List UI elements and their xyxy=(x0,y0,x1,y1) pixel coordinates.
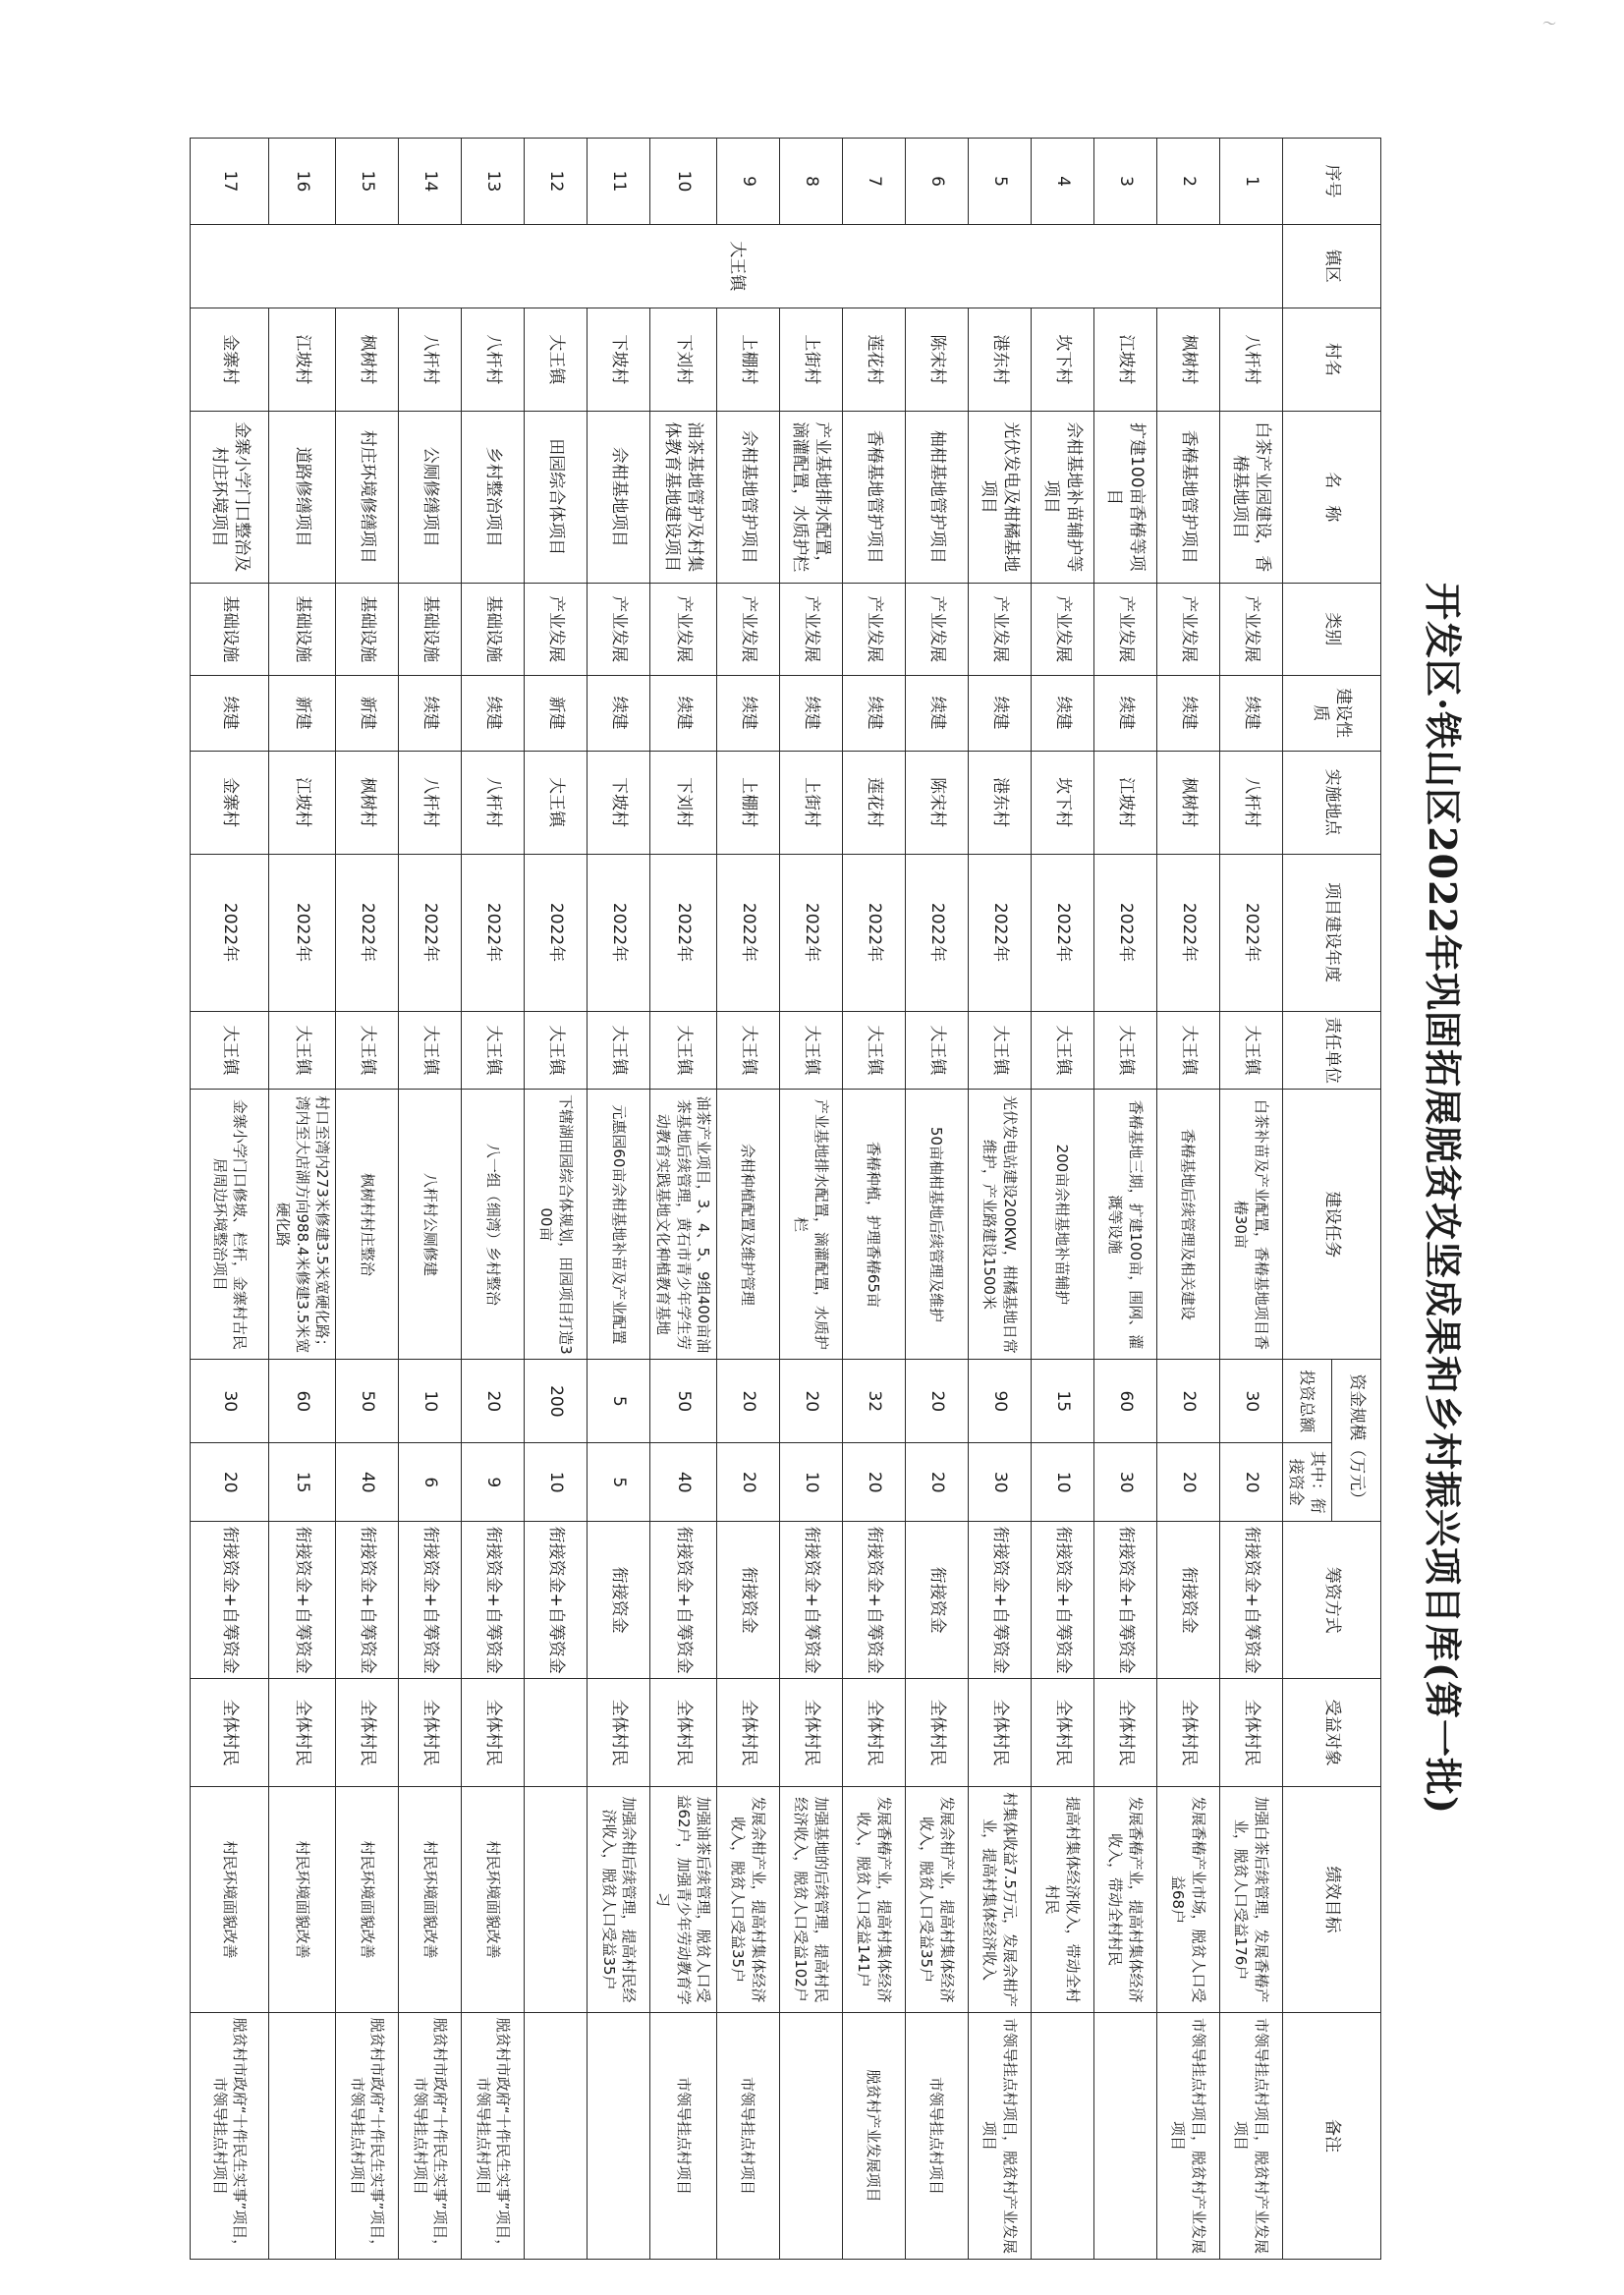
cell-no: 17 xyxy=(191,139,269,225)
cell-year: 2022年 xyxy=(462,854,525,1011)
cell-category: 产业发展 xyxy=(650,583,717,675)
table-row xyxy=(588,139,650,2260)
cell-beneficiary: 全体村民 xyxy=(716,1679,779,1787)
cell-remark xyxy=(1093,2012,1156,2259)
cell-goal: 村民环境面貌改善 xyxy=(269,1787,336,2013)
cell-method: 衔接资金+自筹资金 xyxy=(525,1522,588,1679)
cell-no: 5 xyxy=(968,139,1031,225)
cell-method: 衔接资金 xyxy=(1156,1522,1219,1679)
cell-task: 八一组（细湾）乡村整治 xyxy=(462,1090,525,1360)
cell-village: 陈宋村 xyxy=(905,308,968,411)
cell-beneficiary: 全体村民 xyxy=(588,1679,650,1787)
cell-year: 2022年 xyxy=(779,854,842,1011)
cell-goal: 发展佘柑产业，提高村集体经济收入，脱贫人口受益35户 xyxy=(716,1787,779,2013)
cell-category: 产业发展 xyxy=(842,583,905,675)
cell-subsidy: 20 xyxy=(905,1443,968,1522)
cell-no: 4 xyxy=(1031,139,1093,225)
cell-no: 6 xyxy=(905,139,968,225)
table-row xyxy=(716,139,779,2260)
cell-site: 上街村 xyxy=(779,751,842,854)
cell-total: 60 xyxy=(269,1360,336,1443)
cell-total: 20 xyxy=(462,1360,525,1443)
table-row xyxy=(1156,139,1219,2260)
cell-subsidy: 6 xyxy=(399,1443,462,1522)
cell-method: 衔接资金+自筹资金 xyxy=(1093,1522,1156,1679)
cell-unit: 大王镇 xyxy=(650,1011,717,1090)
cell-total: 30 xyxy=(191,1360,269,1443)
cell-name: 柚柑基地管护项目 xyxy=(905,411,968,583)
cell-beneficiary: 全体村民 xyxy=(462,1679,525,1787)
cell-category: 产业发展 xyxy=(588,583,650,675)
cell-site: 江坡村 xyxy=(269,751,336,854)
cell-subsidy: 20 xyxy=(191,1443,269,1522)
table-row xyxy=(905,139,968,2260)
table-row xyxy=(779,139,842,2260)
cell-category: 基础设施 xyxy=(399,583,462,675)
cell-no: 12 xyxy=(525,139,588,225)
cell-site: 大王镇 xyxy=(525,751,588,854)
cell-method: 衔接资金+自筹资金 xyxy=(336,1522,399,1679)
cell-subsidy: 15 xyxy=(269,1443,336,1522)
cell-category: 基础设施 xyxy=(336,583,399,675)
cell-year: 2022年 xyxy=(525,854,588,1011)
cell-unit: 大王镇 xyxy=(1093,1011,1156,1090)
cell-site: 江坡村 xyxy=(1093,751,1156,854)
cell-method: 衔接资金+自筹资金 xyxy=(779,1522,842,1679)
cell-nature: 续建 xyxy=(462,675,525,751)
cell-subsidy: 20 xyxy=(716,1443,779,1522)
cell-village: 下坡村 xyxy=(588,308,650,411)
table-header xyxy=(1282,139,1380,2260)
cell-total: 20 xyxy=(905,1360,968,1443)
header-town: 镇区 xyxy=(1282,224,1380,308)
cell-goal: 加强佘柑后续管理，提高村民经济收入，脱贫人口受益35户 xyxy=(588,1787,650,2013)
cell-remark xyxy=(588,2012,650,2259)
table-row xyxy=(399,139,462,2260)
cell-subsidy: 5 xyxy=(588,1443,650,1522)
header-remark: 备注 xyxy=(1282,2012,1380,2259)
header-beneficiary: 受益对象 xyxy=(1282,1679,1380,1787)
cell-task: 50亩柚柑基地后续管理及维护 xyxy=(905,1090,968,1360)
cell-name: 金寨小学门口整治及村庄环境项目 xyxy=(191,411,269,583)
cell-method: 衔接资金+自筹资金 xyxy=(399,1522,462,1679)
scan-corner-mark: ～ xyxy=(1542,17,1556,32)
cell-remark: 市领导挂点村项目，脱贫村产业发展项目 xyxy=(1219,2012,1282,2259)
cell-site: 下刘村 xyxy=(650,751,717,854)
cell-unit: 大王镇 xyxy=(462,1011,525,1090)
cell-year: 2022年 xyxy=(716,854,779,1011)
cell-site: 八杆村 xyxy=(399,751,462,854)
cell-site: 莲花村 xyxy=(842,751,905,854)
cell-unit: 大王镇 xyxy=(399,1011,462,1090)
cell-name: 村庄环境修缮项目 xyxy=(336,411,399,583)
header-method: 筹资方式 xyxy=(1282,1522,1380,1679)
cell-site: 枫树村 xyxy=(1156,751,1219,854)
cell-method: 衔接资金+自筹资金 xyxy=(968,1522,1031,1679)
cell-no: 7 xyxy=(842,139,905,225)
cell-unit: 大王镇 xyxy=(779,1011,842,1090)
cell-year: 2022年 xyxy=(650,854,717,1011)
cell-nature: 续建 xyxy=(779,675,842,751)
cell-goal: 加强油茶后续管理，脱贫人口受益62户，加强青少年劳动教育学习 xyxy=(650,1787,717,2013)
cell-town: 大王镇 xyxy=(191,224,1283,308)
cell-remark: 脱贫村市政府“十件民生实事”项目，市领导挂点村项目 xyxy=(336,2012,399,2259)
cell-village: 下刘村 xyxy=(650,308,717,411)
cell-name: 乡村整治项目 xyxy=(462,411,525,583)
cell-method: 衔接资金+自筹资金 xyxy=(1031,1522,1093,1679)
table-row xyxy=(1031,139,1093,2260)
cell-site: 金寨村 xyxy=(191,751,269,854)
cell-unit: 大王镇 xyxy=(1031,1011,1093,1090)
cell-subsidy: 30 xyxy=(968,1443,1031,1522)
cell-remark: 脱贫村市政府“十件民生实事”项目，市领导挂点村项目 xyxy=(399,2012,462,2259)
cell-total: 10 xyxy=(399,1360,462,1443)
cell-subsidy: 30 xyxy=(1093,1443,1156,1522)
cell-task: 枫树村村庄整治 xyxy=(336,1090,399,1360)
cell-remark: 脱贫村市政府“十件民生实事”项目，市领导挂点村项目 xyxy=(191,2012,269,2259)
cell-remark xyxy=(1031,2012,1093,2259)
cell-total: 20 xyxy=(779,1360,842,1443)
cell-subsidy: 10 xyxy=(525,1443,588,1522)
cell-no: 9 xyxy=(716,139,779,225)
cell-name: 佘柑基地项目 xyxy=(588,411,650,583)
cell-task: 200亩佘柑基地补苗辅护 xyxy=(1031,1090,1093,1360)
cell-name: 香椿基地管护项目 xyxy=(842,411,905,583)
cell-task: 油茶产业项目，3、4、5、9组400亩油茶基地后续管理，黄石市青少年学生劳动教育实践基地文化种植教育基地 xyxy=(650,1090,717,1360)
cell-subsidy: 10 xyxy=(1031,1443,1093,1522)
cell-unit: 大王镇 xyxy=(716,1011,779,1090)
cell-method: 衔接资金+自筹资金 xyxy=(842,1522,905,1679)
cell-no: 16 xyxy=(269,139,336,225)
cell-nature: 续建 xyxy=(1093,675,1156,751)
header-no: 序号 xyxy=(1282,139,1380,225)
cell-category: 产业发展 xyxy=(716,583,779,675)
cell-year: 2022年 xyxy=(842,854,905,1011)
cell-task: 产业基地排水配置，滴灌配置，水质护栏 xyxy=(779,1090,842,1360)
cell-no: 11 xyxy=(588,139,650,225)
cell-no: 15 xyxy=(336,139,399,225)
header-name: 名 称 xyxy=(1282,411,1380,583)
cell-no: 3 xyxy=(1093,139,1156,225)
table-row xyxy=(1219,139,1282,2260)
cell-no: 8 xyxy=(779,139,842,225)
cell-category: 基础设施 xyxy=(269,583,336,675)
cell-category: 产业发展 xyxy=(1156,583,1219,675)
cell-goal: 提高村集体经济收入，带动全村村民 xyxy=(1031,1787,1093,2013)
cell-total: 5 xyxy=(588,1360,650,1443)
cell-subsidy: 9 xyxy=(462,1443,525,1522)
cell-nature: 续建 xyxy=(588,675,650,751)
cell-beneficiary xyxy=(525,1679,588,1787)
cell-remark xyxy=(779,2012,842,2259)
cell-beneficiary: 全体村民 xyxy=(1093,1679,1156,1787)
header-subsidy: 其中：衔接资金 xyxy=(1282,1443,1331,1522)
cell-no: 10 xyxy=(650,139,717,225)
cell-total: 30 xyxy=(1219,1360,1282,1443)
cell-total: 20 xyxy=(1156,1360,1219,1443)
cell-year: 2022年 xyxy=(1156,854,1219,1011)
cell-remark xyxy=(525,2012,588,2259)
cell-name: 光伏发电及柑橘基地项目 xyxy=(968,411,1031,583)
cell-unit: 大王镇 xyxy=(269,1011,336,1090)
header-site: 实施地点 xyxy=(1282,751,1380,854)
cell-task: 香椿种植，护理香椿65亩 xyxy=(842,1090,905,1360)
cell-task: 八杆村公厕修建 xyxy=(399,1090,462,1360)
cell-method: 衔接资金+自筹资金 xyxy=(1219,1522,1282,1679)
cell-task: 村口至湾内273米修建3.5米宽硬化路；湾内至大店湖方向988.4米修建3.5米宽硬化路 xyxy=(269,1090,336,1360)
header-total: 投资总额 xyxy=(1282,1360,1331,1443)
cell-method: 衔接资金+自筹资金 xyxy=(462,1522,525,1679)
cell-task: 白茶补苗及产业配置，香椿基地项目香椿30亩 xyxy=(1219,1090,1282,1360)
cell-goal: 加强白茶后续管理，发展香椿产业，脱贫人口受益176户 xyxy=(1219,1787,1282,2013)
cell-name: 佘柑基地补苗辅护等项目 xyxy=(1031,411,1093,583)
cell-category: 基础设施 xyxy=(462,583,525,675)
cell-task: 香椿基地三期，扩建100亩，围网、灌溉等设施 xyxy=(1093,1090,1156,1360)
cell-year: 2022年 xyxy=(336,854,399,1011)
cell-nature: 续建 xyxy=(1031,675,1093,751)
cell-beneficiary: 全体村民 xyxy=(1031,1679,1093,1787)
cell-year: 2022年 xyxy=(968,854,1031,1011)
cell-village: 坎下村 xyxy=(1031,308,1093,411)
cell-goal: 加强基地的后续管理，提高村民经济收入，脱贫人口受益102户 xyxy=(779,1787,842,2013)
cell-name: 田园综合体项目 xyxy=(525,411,588,583)
cell-total: 15 xyxy=(1031,1360,1093,1443)
cell-task: 下辖湖田园综合体规划，田园项目打造300亩 xyxy=(525,1090,588,1360)
cell-no: 2 xyxy=(1156,139,1219,225)
cell-beneficiary: 全体村民 xyxy=(779,1679,842,1787)
cell-nature: 续建 xyxy=(968,675,1031,751)
cell-category: 产业发展 xyxy=(779,583,842,675)
cell-method: 衔接资金 xyxy=(905,1522,968,1679)
cell-nature: 新建 xyxy=(269,675,336,751)
header-funds: 资金规模（万元） xyxy=(1332,1360,1381,1522)
header-nature: 建设性质 xyxy=(1282,675,1380,751)
cell-village: 上街村 xyxy=(779,308,842,411)
cell-name: 扩建100亩香椿等项目 xyxy=(1093,411,1156,583)
cell-remark: 市领导挂点村项目 xyxy=(905,2012,968,2259)
cell-beneficiary: 全体村民 xyxy=(1219,1679,1282,1787)
cell-total: 200 xyxy=(525,1360,588,1443)
cell-name: 白茶产业园建设，香椿基地项目 xyxy=(1219,411,1282,583)
cell-nature: 续建 xyxy=(1219,675,1282,751)
cell-unit: 大王镇 xyxy=(1219,1011,1282,1090)
cell-method: 衔接资金+自筹资金 xyxy=(191,1522,269,1679)
cell-name: 公厕修缮项目 xyxy=(399,411,462,583)
cell-nature: 续建 xyxy=(1156,675,1219,751)
cell-total: 32 xyxy=(842,1360,905,1443)
cell-task: 金寨小学门口修坡、栏杆，金寨村古民居周边环境整治项目 xyxy=(191,1090,269,1360)
cell-village: 金寨村 xyxy=(191,308,269,411)
table-row xyxy=(336,139,399,2260)
cell-no: 13 xyxy=(462,139,525,225)
cell-method: 衔接资金+自筹资金 xyxy=(269,1522,336,1679)
cell-remark: 脱贫村市政府“十件民生实事”项目，市领导挂点村项目 xyxy=(462,2012,525,2259)
cell-site: 上棚村 xyxy=(716,751,779,854)
cell-unit: 大王镇 xyxy=(842,1011,905,1090)
cell-beneficiary: 全体村民 xyxy=(269,1679,336,1787)
cell-nature: 续建 xyxy=(650,675,717,751)
cell-subsidy: 20 xyxy=(1219,1443,1282,1522)
cell-year: 2022年 xyxy=(1219,854,1282,1011)
cell-village: 枫树村 xyxy=(1156,308,1219,411)
cell-beneficiary: 全体村民 xyxy=(842,1679,905,1787)
cell-village: 枫树村 xyxy=(336,308,399,411)
cell-subsidy: 40 xyxy=(336,1443,399,1522)
cell-site: 枫树村 xyxy=(336,751,399,854)
cell-total: 60 xyxy=(1093,1360,1156,1443)
cell-goal: 发展香椿产业，提高村集体经济收入，脱贫人口受益141户 xyxy=(842,1787,905,2013)
cell-goal: 发展佘柑产业，提高村集体经济收入，脱贫人口受益35户 xyxy=(905,1787,968,2013)
cell-nature: 续建 xyxy=(399,675,462,751)
cell-year: 2022年 xyxy=(399,854,462,1011)
header-goal: 绩效目标 xyxy=(1282,1787,1380,2013)
cell-beneficiary: 全体村民 xyxy=(399,1679,462,1787)
cell-no: 14 xyxy=(399,139,462,225)
cell-village: 江坡村 xyxy=(1093,308,1156,411)
document-title: 开发区·铁山区2022年巩固拓展脱贫攻坚成果和乡村振兴项目库(第一批) xyxy=(1421,583,1465,1815)
cell-site: 八杆村 xyxy=(1219,751,1282,854)
cell-total: 50 xyxy=(336,1360,399,1443)
cell-village: 大王镇 xyxy=(525,308,588,411)
cell-method: 衔接资金+自筹资金 xyxy=(650,1522,717,1679)
cell-year: 2022年 xyxy=(905,854,968,1011)
project-table xyxy=(190,138,1381,2260)
cell-category: 产业发展 xyxy=(905,583,968,675)
cell-goal: 村民环境面貌改善 xyxy=(399,1787,462,2013)
header-year: 项目建设年度 xyxy=(1282,854,1380,1011)
cell-site: 坎下村 xyxy=(1031,751,1093,854)
table-row xyxy=(269,139,336,2260)
cell-village: 八杆村 xyxy=(1219,308,1282,411)
table-row xyxy=(525,139,588,2260)
table-row xyxy=(842,139,905,2260)
cell-category: 产业发展 xyxy=(1031,583,1093,675)
cell-name: 香椿基地管护项目 xyxy=(1156,411,1219,583)
cell-subsidy: 40 xyxy=(650,1443,717,1522)
cell-goal: 发展香椿产业，提高村集体经济收入，带动全村村民 xyxy=(1093,1787,1156,2013)
cell-village: 八杆村 xyxy=(399,308,462,411)
cell-village: 江坡村 xyxy=(269,308,336,411)
cell-name: 道路修缮项目 xyxy=(269,411,336,583)
cell-village: 上棚村 xyxy=(716,308,779,411)
cell-beneficiary: 全体村民 xyxy=(650,1679,717,1787)
cell-goal: 村集体收益7.5万元，发展佘柑产业，提高村集体经济收入 xyxy=(968,1787,1031,2013)
cell-category: 基础设施 xyxy=(191,583,269,675)
cell-name: 油茶基地管护及村集体教育基地建设项目 xyxy=(650,411,717,583)
cell-village: 八杆村 xyxy=(462,308,525,411)
cell-goal: 发展香椿产业市场，脱贫人口受益68户 xyxy=(1156,1787,1219,2013)
cell-subsidy: 20 xyxy=(1156,1443,1219,1522)
cell-remark: 市领导挂点村项目 xyxy=(716,2012,779,2259)
cell-unit: 大王镇 xyxy=(968,1011,1031,1090)
cell-nature: 续建 xyxy=(842,675,905,751)
table-row xyxy=(650,139,717,2260)
cell-nature: 续建 xyxy=(716,675,779,751)
table-body xyxy=(191,139,1283,2260)
cell-goal: 村民环境面貌改善 xyxy=(462,1787,525,2013)
cell-total: 20 xyxy=(716,1360,779,1443)
cell-nature: 新建 xyxy=(525,675,588,751)
header-village: 村名 xyxy=(1282,308,1380,411)
cell-total: 90 xyxy=(968,1360,1031,1443)
cell-unit: 大王镇 xyxy=(336,1011,399,1090)
rotated-sheet xyxy=(18,138,1472,2260)
cell-unit: 大王镇 xyxy=(588,1011,650,1090)
cell-no: 1 xyxy=(1219,139,1282,225)
table-row xyxy=(191,139,269,2260)
cell-goal: 村民环境面貌改善 xyxy=(336,1787,399,2013)
cell-nature: 续建 xyxy=(905,675,968,751)
cell-category: 产业发展 xyxy=(1093,583,1156,675)
cell-category: 产业发展 xyxy=(968,583,1031,675)
cell-name: 佘柑基地管护项目 xyxy=(716,411,779,583)
table-row xyxy=(1093,139,1156,2260)
cell-site: 下坡村 xyxy=(588,751,650,854)
cell-beneficiary: 全体村民 xyxy=(968,1679,1031,1787)
cell-beneficiary: 全体村民 xyxy=(905,1679,968,1787)
cell-remark: 市领导挂点村项目 xyxy=(650,2012,717,2259)
cell-unit: 大王镇 xyxy=(905,1011,968,1090)
cell-remark: 市领导挂点村项目，脱贫村产业发展项目 xyxy=(968,2012,1031,2259)
cell-category: 产业发展 xyxy=(525,583,588,675)
cell-goal xyxy=(525,1787,588,2013)
cell-village: 港东村 xyxy=(968,308,1031,411)
cell-subsidy: 10 xyxy=(779,1443,842,1522)
cell-remark: 市领导挂点村项目，脱贫村产业发展项目 xyxy=(1156,2012,1219,2259)
table-row xyxy=(968,139,1031,2260)
cell-subsidy: 20 xyxy=(842,1443,905,1522)
cell-year: 2022年 xyxy=(191,854,269,1011)
cell-village: 莲花村 xyxy=(842,308,905,411)
cell-name: 产业基地排水配置，滴灌配置，水质护栏 xyxy=(779,411,842,583)
header-category: 类别 xyxy=(1282,583,1380,675)
cell-site: 港东村 xyxy=(968,751,1031,854)
cell-unit: 大王镇 xyxy=(525,1011,588,1090)
cell-remark xyxy=(269,2012,336,2259)
cell-total: 50 xyxy=(650,1360,717,1443)
header-task: 建设任务 xyxy=(1282,1090,1380,1360)
cell-unit: 大王镇 xyxy=(191,1011,269,1090)
cell-method: 衔接资金 xyxy=(588,1522,650,1679)
cell-task: 元惠园60亩佘柑基地补苗及产业配置 xyxy=(588,1090,650,1360)
cell-year: 2022年 xyxy=(1093,854,1156,1011)
cell-task: 光伏发电站建设200KW，柑橘基地日常维护，产业路建设1500米 xyxy=(968,1090,1031,1360)
cell-nature: 续建 xyxy=(191,675,269,751)
cell-category: 产业发展 xyxy=(1219,583,1282,675)
cell-site: 八杆村 xyxy=(462,751,525,854)
cell-year: 2022年 xyxy=(1031,854,1093,1011)
cell-year: 2022年 xyxy=(588,854,650,1011)
table-row xyxy=(462,139,525,2260)
cell-site: 陈宋村 xyxy=(905,751,968,854)
cell-method: 衔接资金 xyxy=(716,1522,779,1679)
cell-beneficiary: 全体村民 xyxy=(336,1679,399,1787)
cell-nature: 新建 xyxy=(336,675,399,751)
cell-goal: 村民环境面貌改善 xyxy=(191,1787,269,2013)
cell-unit: 大王镇 xyxy=(1156,1011,1219,1090)
cell-beneficiary: 全体村民 xyxy=(1156,1679,1219,1787)
cell-task: 香椿基地后续管理及相关建设 xyxy=(1156,1090,1219,1360)
cell-task: 佘柑种植配置及维护管理 xyxy=(716,1090,779,1360)
cell-beneficiary: 全体村民 xyxy=(191,1679,269,1787)
cell-remark: 脱贫村产业发展项目 xyxy=(842,2012,905,2259)
header-unit: 责任单位 xyxy=(1282,1011,1380,1090)
cell-year: 2022年 xyxy=(269,854,336,1011)
